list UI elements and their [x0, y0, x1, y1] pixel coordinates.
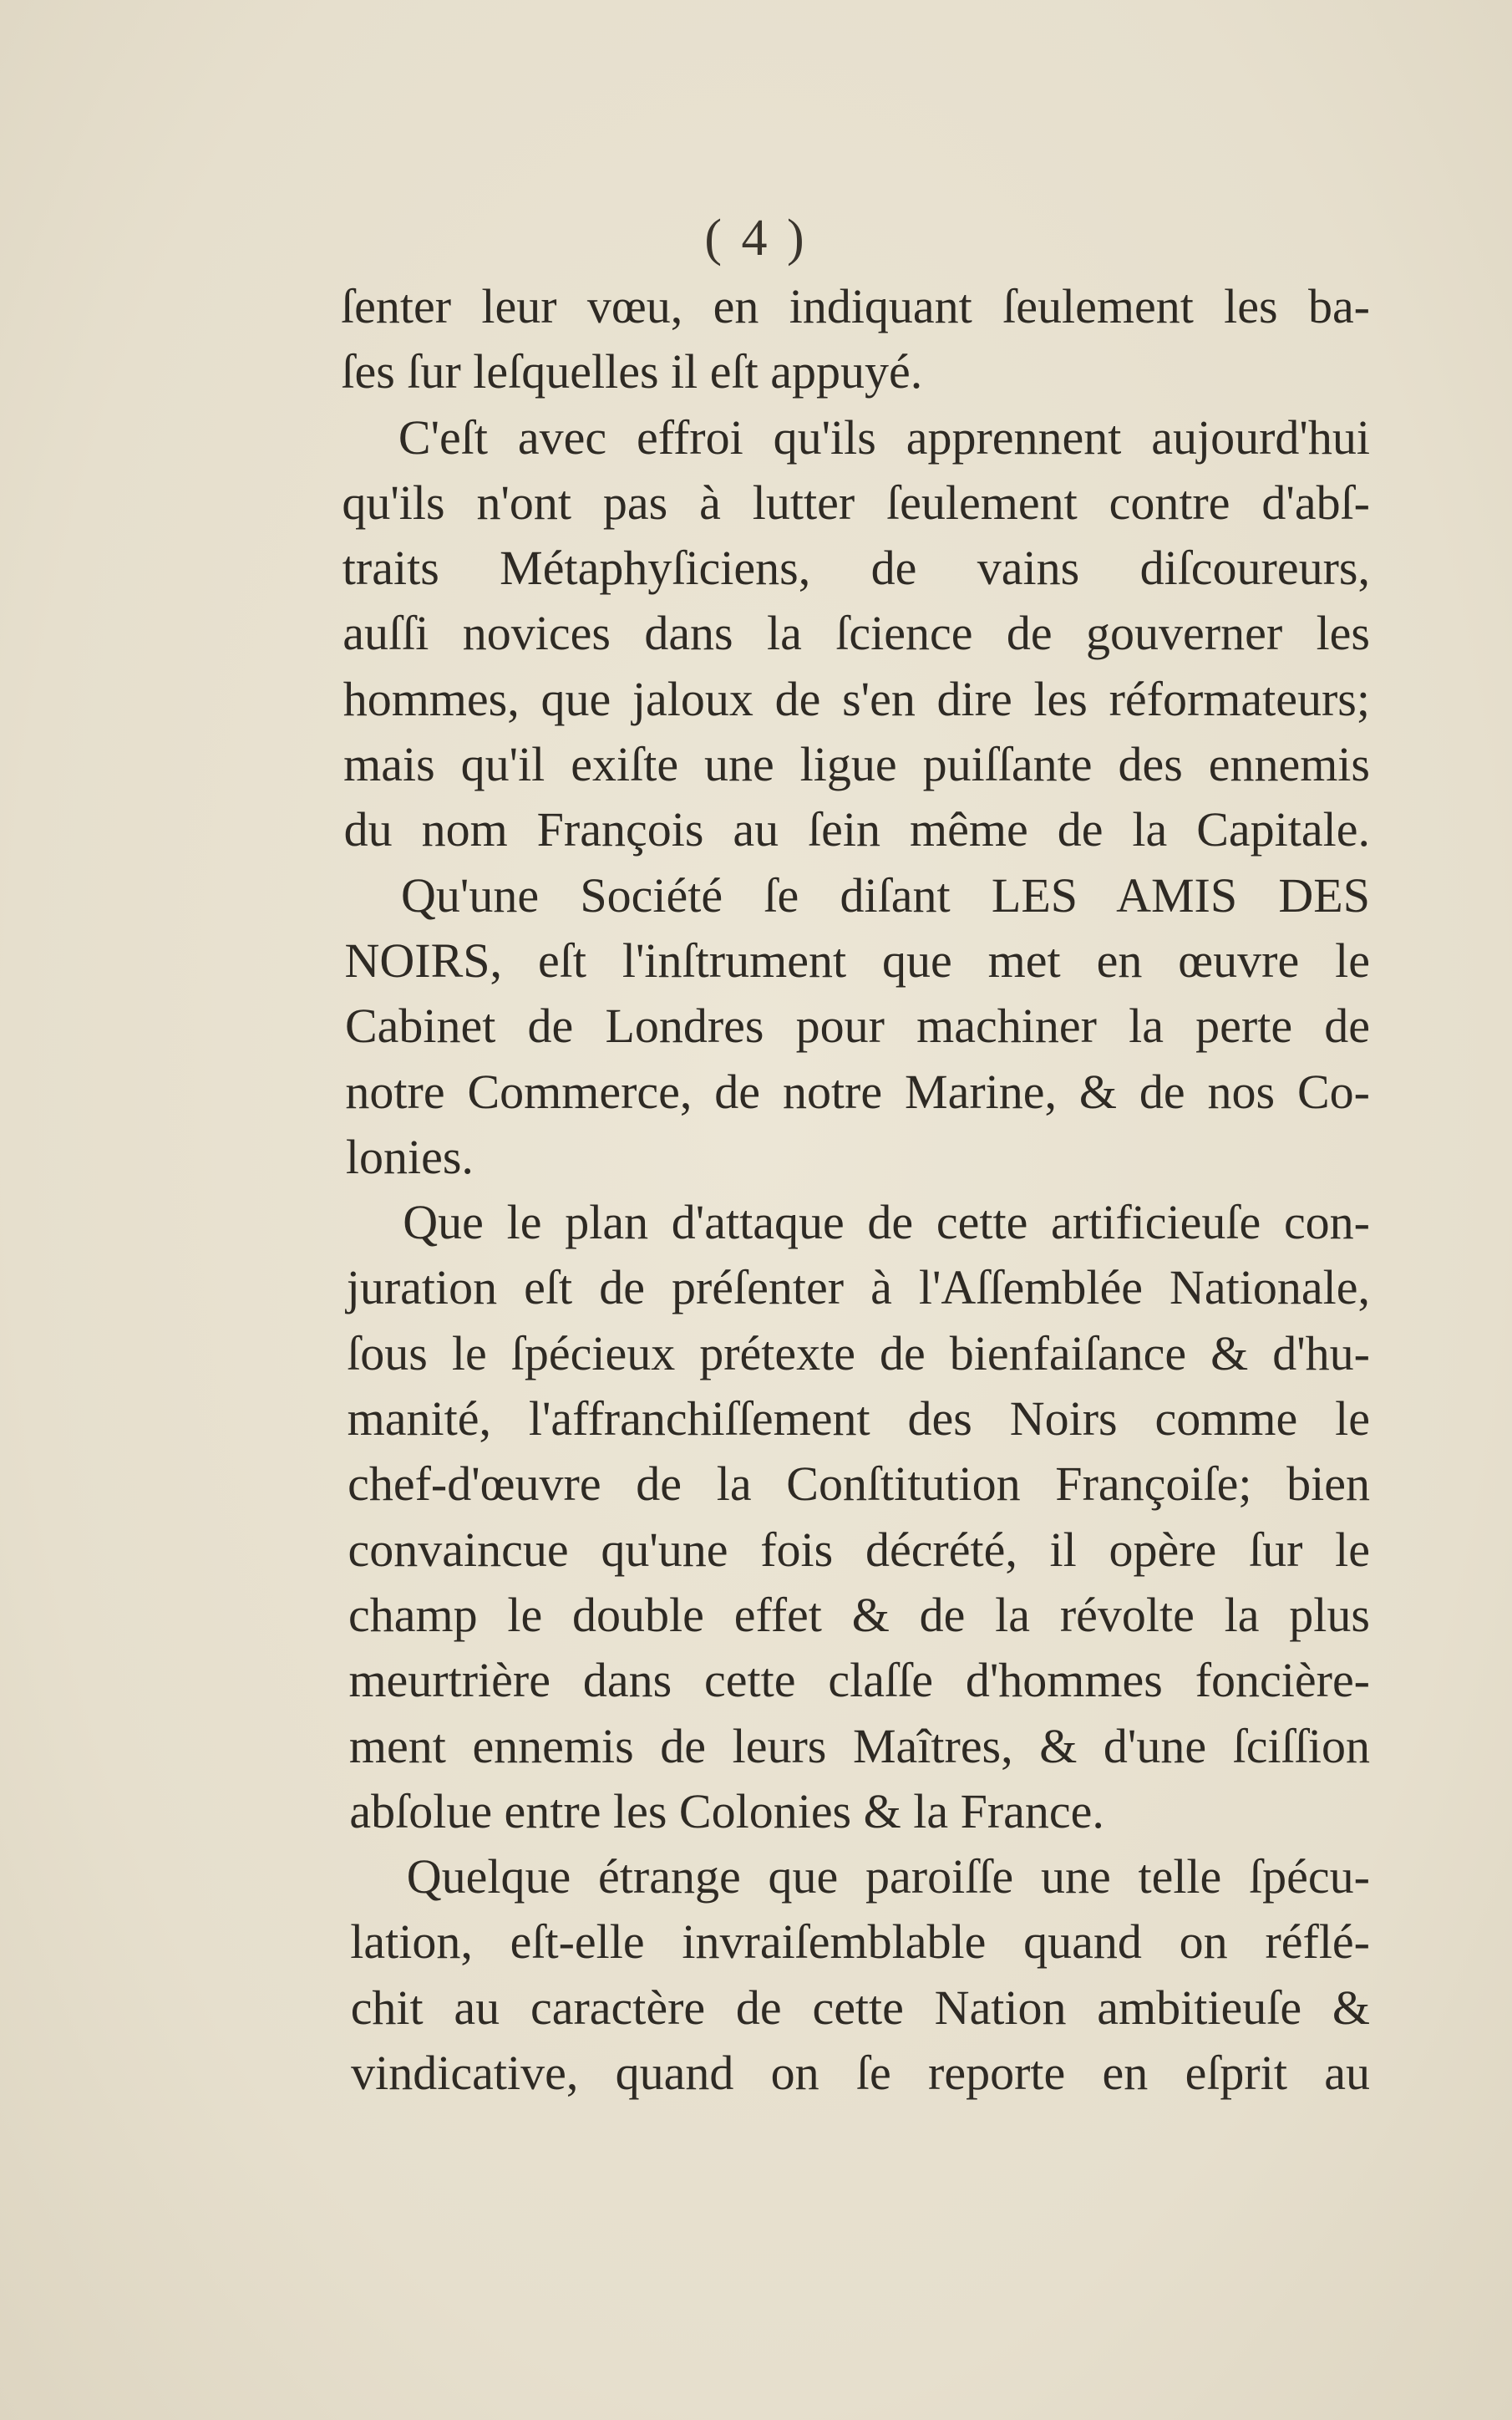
page-number: ( 4 )	[704, 210, 808, 267]
text-line: auſſi novices dans la ſcience de gouverner les	[342, 606, 1370, 661]
text-line: lonies.	[345, 1129, 474, 1184]
text-line: chef-d'œuvre de la Conſtitution Françoiſe; bien	[348, 1457, 1370, 1512]
text-line: du nom François au ſein même de la Capitale.	[343, 802, 1370, 857]
text-line: ſes ſur leſquelles il eſt appuyé.	[341, 344, 923, 399]
body-text	[341, 274, 1370, 2106]
text-line: qu'ils n'ont pas à lutter ſeulement contre d'abſ-	[342, 475, 1370, 530]
text-line: vindicative, quand on ſe reporte en eſprit au	[351, 2046, 1370, 2101]
text-line: lation, eſt-elle invraiſemblable quand on réflé-	[350, 1914, 1370, 1970]
text-line: ſous le ſpécieux prétexte de bienfaiſance & d'hu-	[347, 1325, 1370, 1380]
text-line: manité, l'affranchiſſement des Noirs comme le	[347, 1391, 1370, 1446]
text-line: ſenter leur vœu, en indiquant ſeulement les ba-	[341, 279, 1370, 333]
text-line: Que le plan d'attaque de cette artificieuſe con-	[403, 1195, 1370, 1250]
text-line: meurtrière dans cette claſſe d'hommes foncière-	[348, 1653, 1370, 1708]
text-line: ment ennemis de leurs Maîtres, & d'une ſciſſion	[348, 1718, 1370, 1773]
text-line: convaincue qu'une fois décrété, il opère ſur le	[348, 1522, 1370, 1577]
text-line: Quelque étrange que paroiſſe une telle ſpécu-	[406, 1849, 1370, 1904]
text-line: mais qu'il exiſte une ligue puiſſante des ennemis	[343, 737, 1370, 792]
text-line: chit au caractère de cette Nation ambitieuſe &	[350, 1980, 1370, 2035]
text-line: traits Métaphyſiciens, de vains diſcoureurs,	[342, 541, 1370, 596]
text-line: NOIRS, eſt l'inſtrument que met en œuvre le	[344, 933, 1370, 988]
text-line: notre Commerce, de notre Marine, & de nos Co-	[345, 1064, 1370, 1119]
text-line: juration eſt de préſenter à l'Aſſemblée Nationale,	[346, 1260, 1370, 1315]
text-line: Cabinet de Londres pour machiner la perte de	[344, 999, 1370, 1054]
text-line: Qu'une Société ſe diſant LES AMIS DES	[401, 867, 1370, 923]
text-line: hommes, que jaloux de s'en dire les réformateurs;	[342, 671, 1370, 726]
text-line: C'eſt avec effroi qu'ils apprennent aujourd'hui	[398, 409, 1370, 465]
text-line: champ le double effet & de la révolte la plus	[348, 1587, 1370, 1642]
text-line: abſolue entre les Colonies & la France.	[349, 1783, 1104, 1838]
